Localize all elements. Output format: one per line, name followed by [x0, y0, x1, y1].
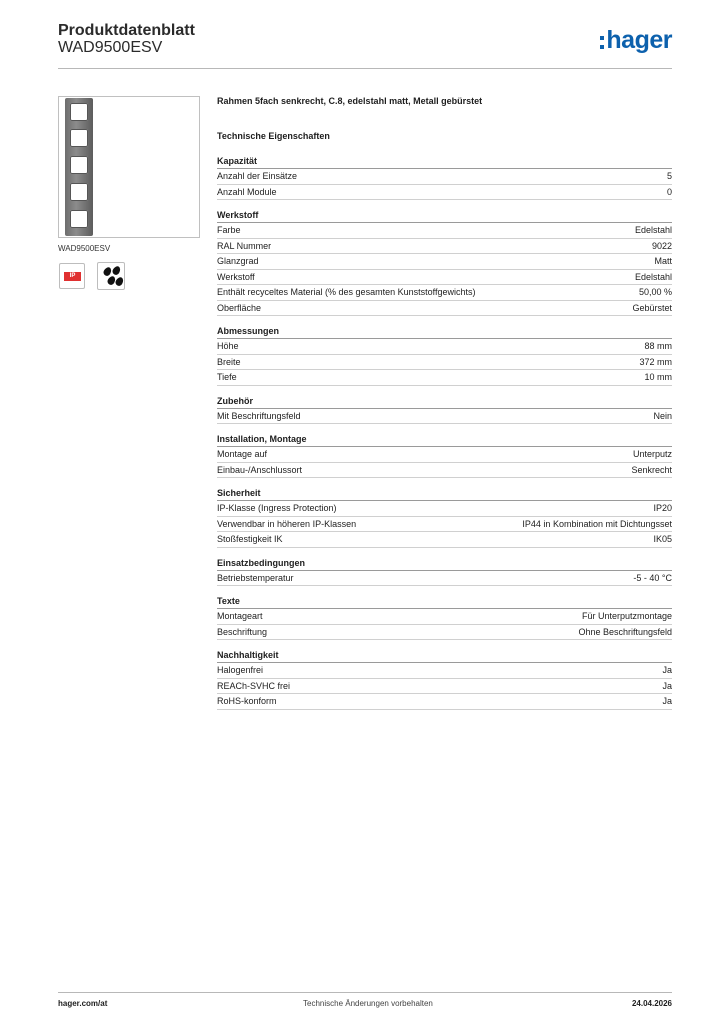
spec-value: 88 mm — [644, 341, 672, 351]
section-heading: Abmessungen — [217, 325, 672, 339]
spec-section — [217, 433, 672, 478]
spec-label: IP-Klasse (Ingress Protection) — [217, 503, 337, 513]
spec-label: Tiefe — [217, 372, 237, 382]
spec-value: 0 — [666, 186, 672, 197]
spec-section — [217, 557, 672, 587]
spec-value: Senkrecht — [631, 464, 672, 475]
spec-row — [217, 185, 672, 201]
spec-value: Ja — [662, 680, 672, 691]
spec-label: RAL Nummer — [217, 240, 272, 251]
section-heading: Texte — [217, 595, 672, 609]
spec-value: 5 — [666, 171, 672, 181]
spec-value: Für Unterputzmontage — [581, 611, 672, 621]
spec-label: Montageart — [217, 611, 263, 621]
spec-value: Gebürstet — [632, 302, 672, 313]
footer-note: Technische Änderungen vorbehalten — [303, 999, 433, 1008]
spec-row — [217, 571, 672, 587]
spec-row — [217, 517, 672, 533]
spec-value: Matt — [654, 256, 672, 266]
spec-row — [217, 355, 672, 371]
image-caption: WAD9500ESV — [58, 244, 111, 253]
spec-label: Enthält recyceltes Material (% des gesamten Kunststoffgewichts) — [217, 287, 476, 297]
hager-logo: hager — [600, 28, 672, 53]
spec-label: Betriebstemperatur — [217, 572, 294, 583]
section-heading: Nachhaltigkeit — [217, 649, 672, 663]
spec-section — [217, 155, 672, 200]
product-number: WAD9500ESV — [58, 39, 163, 56]
spec-row — [217, 663, 672, 679]
spec-label: Anzahl der Einsätze — [217, 171, 298, 181]
spec-section — [217, 595, 672, 640]
spec-row — [217, 409, 672, 425]
spec-value: 9022 — [651, 240, 672, 251]
spec-label: Breite — [217, 356, 241, 367]
spec-label: Montage auf — [217, 449, 268, 459]
spec-row — [217, 463, 672, 479]
tech-properties-title: Technische Eigenschaften — [217, 131, 330, 141]
spec-label: Stoßfestigkeit IK — [217, 534, 283, 544]
section-heading: Werkstoff — [217, 209, 672, 223]
page-footer — [58, 992, 672, 1013]
spec-row — [217, 169, 672, 185]
spec-label: Glanzgrad — [217, 256, 259, 266]
spec-label: Beschriftung — [217, 626, 268, 637]
section-heading: Kapazität — [217, 155, 672, 169]
spec-value: -5 - 40 °C — [633, 572, 672, 583]
spec-row — [217, 625, 672, 641]
spec-row — [217, 609, 672, 625]
spec-value: IK05 — [653, 534, 672, 544]
footer-date: 24.04.2026 — [631, 999, 672, 1008]
spec-row — [217, 501, 672, 517]
spec-value: IP20 — [653, 503, 672, 513]
spec-row — [217, 254, 672, 270]
spec-value: 10 mm — [644, 372, 672, 382]
spec-value: Ja — [662, 696, 672, 706]
spec-label: Werkstoff — [217, 271, 255, 282]
spec-value: Edelstahl — [634, 225, 672, 235]
logo-colon-icon — [600, 36, 604, 49]
spec-row — [217, 270, 672, 286]
spec-value: Ja — [662, 665, 672, 675]
spec-row — [217, 239, 672, 255]
spec-label: Einbau-/Anschlussort — [217, 464, 303, 475]
spec-label: Anzahl Module — [217, 186, 277, 197]
page-header — [58, 22, 672, 69]
spec-value: 50,00 % — [638, 287, 672, 297]
product-image — [58, 96, 200, 238]
spec-row — [217, 370, 672, 386]
spec-section — [217, 487, 672, 548]
section-heading: Zubehör — [217, 395, 672, 409]
section-heading: Installation, Montage — [217, 433, 672, 447]
spec-label: Halogenfrei — [217, 665, 264, 675]
frame-5fach-image — [65, 98, 93, 236]
spec-row — [217, 223, 672, 239]
spec-value: Ohne Beschriftungsfeld — [578, 626, 672, 637]
spec-row — [217, 301, 672, 317]
spec-row — [217, 339, 672, 355]
spec-row — [217, 679, 672, 695]
spec-section — [217, 395, 672, 425]
spec-label: Farbe — [217, 225, 241, 235]
footer-website: hager.com/at — [58, 999, 108, 1008]
section-heading: Sicherheit — [217, 487, 672, 501]
datasheet-main — [217, 96, 672, 719]
spec-value: 372 mm — [639, 356, 672, 367]
spec-value: Unterputz — [632, 449, 672, 459]
spec-label: Verwendbar in höheren IP-Klassen — [217, 518, 357, 529]
document-title: Produktdatenblatt — [58, 22, 195, 39]
spec-value: Nein — [653, 410, 672, 421]
spec-label: RoHS-konform — [217, 696, 277, 706]
spec-label: Höhe — [217, 341, 239, 351]
spec-row — [217, 532, 672, 548]
spec-section — [217, 649, 672, 710]
section-heading: Einsatzbedingungen — [217, 557, 672, 571]
spec-value: Edelstahl — [634, 271, 672, 282]
spec-section — [217, 325, 672, 386]
spec-value: IP44 in Kombination mit Dichtungsset — [522, 518, 672, 529]
water-drops-icon — [97, 262, 125, 290]
spec-row — [217, 447, 672, 463]
spec-label: Oberfläche — [217, 302, 262, 313]
spec-row — [217, 694, 672, 710]
product-description: Rahmen 5fach senkrecht, C.8, edelstahl matt, Metall gebürstet — [217, 96, 483, 106]
spec-label: REACh-SVHC frei — [217, 680, 291, 691]
spec-row — [217, 285, 672, 301]
spec-label: Mit Beschriftungsfeld — [217, 410, 301, 421]
spec-section — [217, 209, 672, 316]
ip20-badge-icon: IP — [59, 263, 85, 289]
